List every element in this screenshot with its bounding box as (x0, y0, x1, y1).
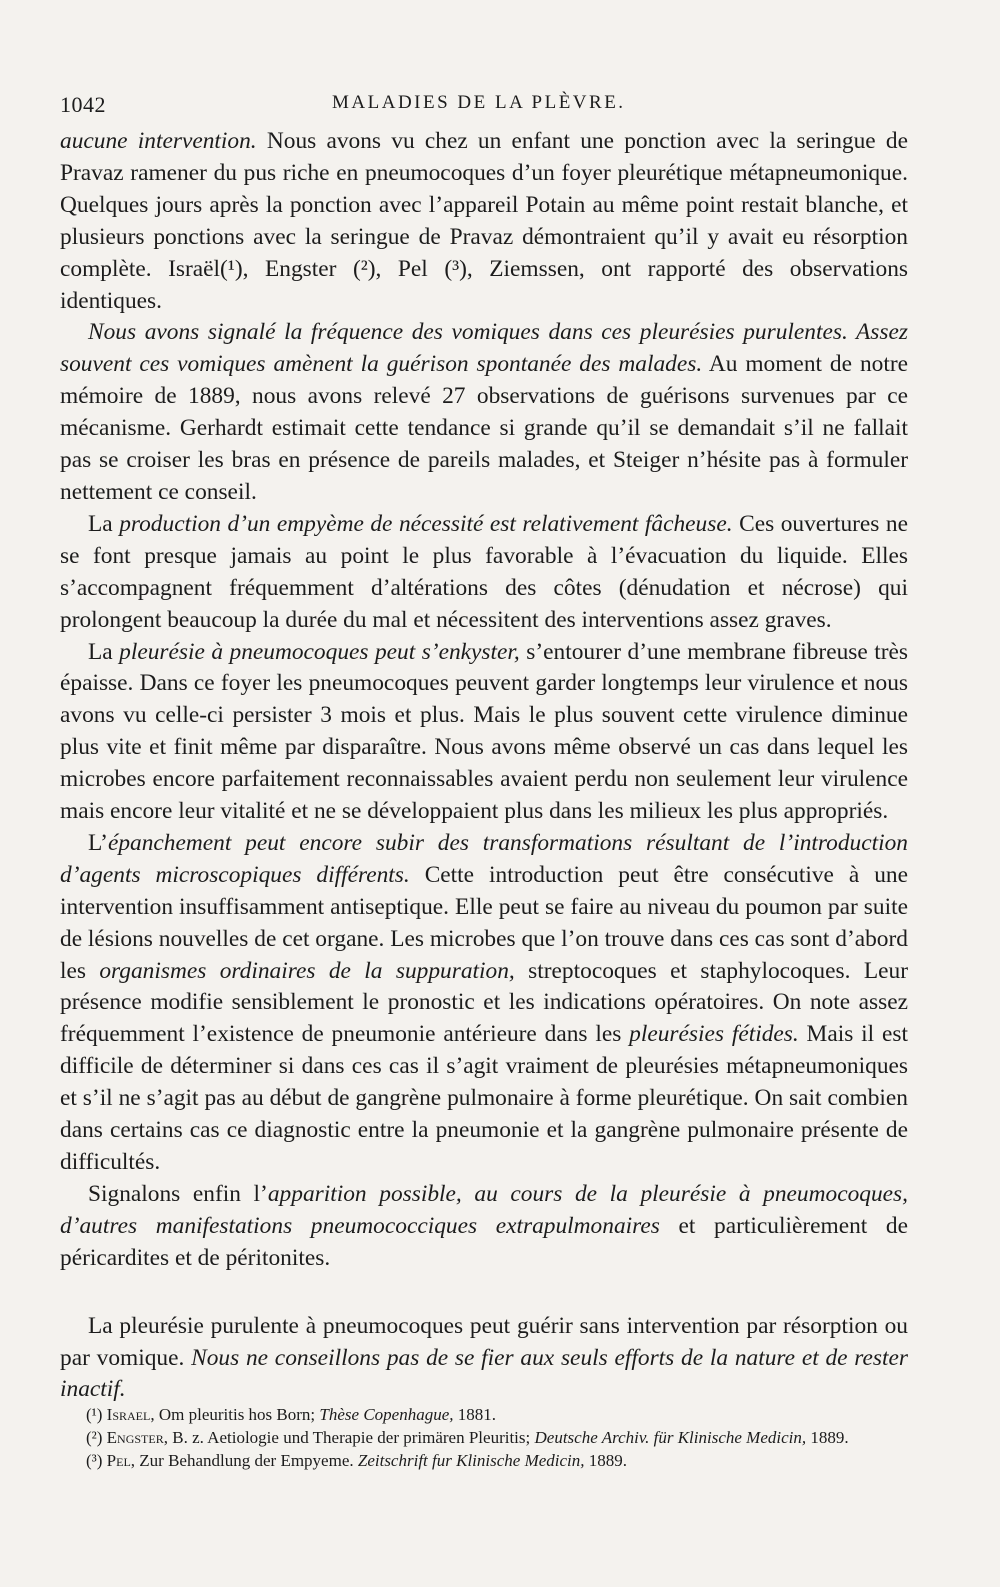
body-text (60, 126, 908, 1406)
italic-span: aucune intervention. (60, 128, 257, 154)
italic-span: production d’un empyème de nécessité est relativement fâcheuse. (119, 510, 733, 537)
footnote-mark: (³) (86, 1451, 103, 1470)
footnote-journal: Thèse Copenhague, (319, 1405, 454, 1424)
footnote-year: 1889. (806, 1428, 849, 1447)
conclusion-paragraph (60, 1311, 908, 1407)
paragraph-5 (60, 828, 908, 1179)
text-span: Nous avons vu chez un enfant une ponction avec la seringue de Pravaz ramener du pus riche en pneumocoques d’un foyer pleurétique métapneumonique. Quelques jours après la ponction avec l’appareil Potain au même point restait blanche, et plusieurs ponctions avec la seringue de Pravaz démontraient qu’il y avait eu résorption complète. Israël (60, 128, 908, 282)
italic-span: pleurésie à pneumocoques peut s’enkyster, (119, 638, 520, 665)
italic-span: Nous avons signalé la fréquence des vomiques dans ces pleurésies purulentes. Assez souvent ces vomiques amènent la guérison spontanée des malades. (60, 319, 908, 378)
page-header (60, 92, 910, 122)
text-span: Cette introduction peut être consécutive à une intervention insuffisamment antiseptique. Elle peut se faire au niveau du poumon par suite de lésions nouvelles de cet organe. Les microbes que l’on trouve dans ces cas sont d’abord les (60, 861, 908, 984)
paragraph-3 (60, 509, 908, 637)
footnote-ref-1: (¹) (220, 255, 243, 282)
running-title: MALADIES DE LA PLÈVRE. (332, 92, 626, 113)
footnote-ref-3: (³) (444, 255, 467, 282)
footnote-mark: (²) (86, 1428, 103, 1447)
footnote-2 (86, 1426, 916, 1449)
text-span: La (88, 638, 120, 665)
footnote-author: Pel, (106, 1451, 136, 1470)
italic-span: épanchement peut encore subir des transformations résultant de l’introduction d’agents microscopiques différents. (60, 829, 908, 888)
italic-span: Nous ne conseillons pas de se fier aux seuls efforts de la nature et de rester inactif. (60, 1344, 909, 1403)
text-span: Au moment de notre mémoire de 1889, nous avons relevé 27 observations de guérisons survenues par ce mécanisme. Gerhardt estimait cette tendance si grande qu’il se demandait s’il ne fallait pas se croiser les bras en présence de pareils malades, et Steiger n’hésite pas à formuler nettement ce conseil. (60, 351, 908, 505)
footnote-text: Zur Behandlung der Empyeme. (135, 1451, 358, 1470)
footnote-ref-2: (²) (352, 255, 376, 282)
footnote-3 (86, 1449, 916, 1472)
paragraph-6 (60, 1179, 908, 1275)
text-span: s’entourer d’une membrane fibreuse très épaisse. Dans ce foyer les pneumocoques peuvent garder longtemps leur virulence et nous avons vu celle-ci persister 3 mois et plus. Mais le plus souvent cette virulence diminue plus vite et finit même par disparaître. Nous avons même observé un cas dans lequel les microbes encore parfaitement reconnaissables avaient perdu non seulement leur virulence mais encore leur vitalité et ne se développaient plus dans les milieux les plus appropriés. (60, 638, 908, 825)
italic-span: pleurésies fétides. (629, 1021, 799, 1048)
text-span: et particulièrement de péricardites et de péritonites. (60, 1212, 908, 1271)
page-number: 1042 (60, 92, 106, 117)
text-span: , Engster (242, 255, 353, 282)
italic-span: apparition possible, au cours de la pleurésie à pneumocoques, d’autres manifestations pneumococciques extrapulmonaires (60, 1180, 908, 1239)
footnote-author: Engster, (106, 1428, 168, 1447)
text-span: Signalons enfin l’ (88, 1180, 268, 1207)
footnote-year: 1881. (453, 1405, 496, 1424)
text-span: streptocoques et staphylocoques. Leur présence modifie sensiblement le pronostic et les indications opératoires. On note assez fréquemment l’existence de pneumonie antérieure dans les (60, 957, 908, 1048)
italic-span: organismes ordinaires de la suppuration, (99, 957, 515, 984)
footnote-1 (86, 1403, 916, 1426)
text-span: La (88, 510, 120, 537)
paragraph-1 (60, 126, 908, 317)
footnote-text: B. z. Aetiologie und Therapie der primären Pleuritis; (167, 1428, 535, 1447)
text-span: , Ziemssen, ont rapporté des observations identiques. (60, 255, 909, 314)
text-span: La pleurésie purulente à pneumocoques peut guérir sans intervention par résorption ou par vomique. (60, 1312, 908, 1371)
footnote-year: 1889. (584, 1451, 628, 1470)
text-span: Ces ouvertures ne se font presque jamais au point le plus favorable à l’évacuation du liquide. Elles s’accompagnent fréquemment d’altérations des côtes (dénudation et nécrose) qui prolongent beaucoup la durée du mal et nécessitent des interventions assez graves. (60, 510, 908, 633)
footnote-journal: Deutsche Archiv. für Klinische Medicin, (534, 1428, 807, 1447)
footnotes (86, 1403, 916, 1472)
footnote-text: Om pleuritis hos Born; (154, 1405, 320, 1424)
paragraph-4 (60, 637, 908, 828)
text-span: , Pel (375, 255, 445, 282)
footnote-journal: Zeitschrift fur Klinische Medicin, (357, 1451, 585, 1470)
footnote-author: Israel, (106, 1405, 155, 1424)
footnote-mark: (¹) (86, 1405, 103, 1424)
text-span: Mais il est difficile de déterminer si dans ces cas il s’agit vraiment de pleurésies métapneumoniques et s’il ne s’agit pas au début de gangrène pulmonaire à forme pleurétique. On sait combien dans certains cas ce diagnostic entre la pneumonie et la gangrène pulmonaire présente de difficultés. (60, 1021, 908, 1175)
text-span: L’ (88, 829, 108, 856)
paragraph-2 (60, 317, 908, 508)
